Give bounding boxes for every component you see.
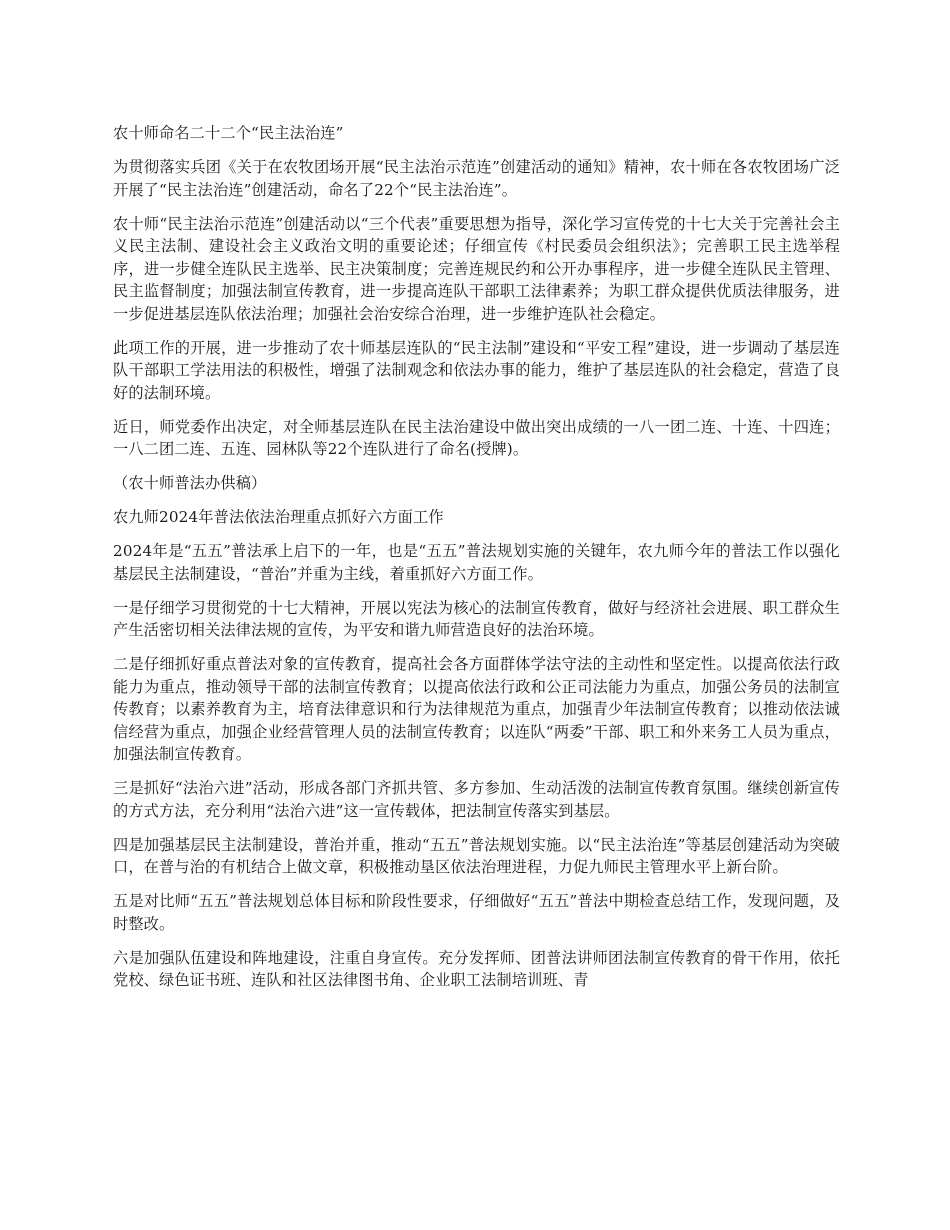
article-2-item-6: 六是加强队伍建设和阵地建设，注重自身宣传。充分发挥师、团普法讲师团法制宣传教育的骨干作用，依托党校、绿色证书班、连队和社区法律图书角、企业职工法制培训班、青 [113,948,840,989]
article-2-item-4: 四是加强基层民主法制建设，普治并重，推动“五五”普法规划实施。以“民主法治连”等基层创建活动为突破口，在普与治的有机结合上做文章，积极推动垦区依法治理进程，力促九师民主管理水平上新台阶。 [113,835,840,876]
article-1-source: （农十师普法办供稿） [113,474,267,492]
document-body [113,122,840,1003]
article-1-paragraph-naming: 近日，师党委作出决定，对全师基层连队在民主法治建设中做出突出成绩的一八一团二连、十连、十四连；一八二团二连、五连、园林队等22个连队进行了命名(授牌)。 [113,417,840,458]
article-2-item-3: 三是抓好“法治六进”活动，形成各部门齐抓共管、多方参加、生动活泼的法制宣传教育氛围。继续创新宣传的方式方法，充分利用“法治六进”这一宣传载体，把法制宣传落实到基层。 [113,779,840,820]
article-1-paragraph-intro: 为贯彻落实兵团《关于在农牧团场开展“民主法治示范连”创建活动的通知》精神，农十师在各农牧团场广泛开展了“民主法治连”创建活动，命名了22个“民主法治连”。 [113,158,840,199]
article-1-paragraph-activities: 农十师“民主法治示范连”创建活动以“三个代表”重要思想为指导，深化学习宣传党的十七大关于完善社会主义民主法制、建设社会主义政治文明的重要论述；仔细宣传《村民委员会组织法》；完善职工民主选举程序，进一步健全连队民主选举、民主决策制度；完善连规民约和公开办事程序，进一步健全连队民主管理、民主监督制度；加强法制宣传教育，进一步提高连队干部职工法律素养；为职工群众提供优质法律服务，进一步促进基层连队依法治理；加强社会治安综合治理，进一步维护连队社会稳定。 [113,214,840,323]
article-2-item-5: 五是对比师“五五”普法规划总体目标和阶段性要求，仔细做好“五五”普法中期检查总结工作，发现问题，及时整改。 [113,892,840,933]
article-1-paragraph-effects: 此项工作的开展，进一步推动了农十师基层连队的“民主法制”建设和“平安工程”建设，进一步调动了基层连队干部职工学法用法的积极性，增强了法制观念和依法办事的能力，维护了基层连队的社会稳定，营造了良好的法制环境。 [113,338,840,402]
article-1-title: 农十师命名二十二个“民主法治连” [113,124,344,142]
article-2-item-1: 一是仔细学习贯彻党的十七大精神，开展以宪法为核心的法制宣传教育，做好与经济社会进展、职工群众生产生活密切相关法律法规的宣传，为平安和谐九师营造良好的法治环境。 [113,598,840,639]
article-2-item-2: 二是仔细抓好重点普法对象的宣传教育，提高社会各方面群体学法守法的主动性和坚定性。以提高依法行政能力为重点，推动领导干部的法制宣传教育；以提高依法行政和公正司法能力为重点，加强公务员的法制宣传教育；以素养教育为主，培育法律意识和行为法律规范为重点，加强青少年法制宣传教育；以推动依法诚信经营为重点，加强企业经营管理人员的法制宣传教育；以连队“两委”干部、职工和外来务工人员为重点，加强法制宣传教育。 [113,655,840,763]
article-2-paragraph-intro: 2024年是“五五”普法承上启下的一年，也是“五五”普法规划实施的关键年，农九师今年的普法工作以强化基层民主法制建设，“普治”并重为主线，着重抓好六方面工作。 [113,542,840,583]
article-2-title: 农九师2024年普法依法治理重点抓好六方面工作 [113,508,444,526]
